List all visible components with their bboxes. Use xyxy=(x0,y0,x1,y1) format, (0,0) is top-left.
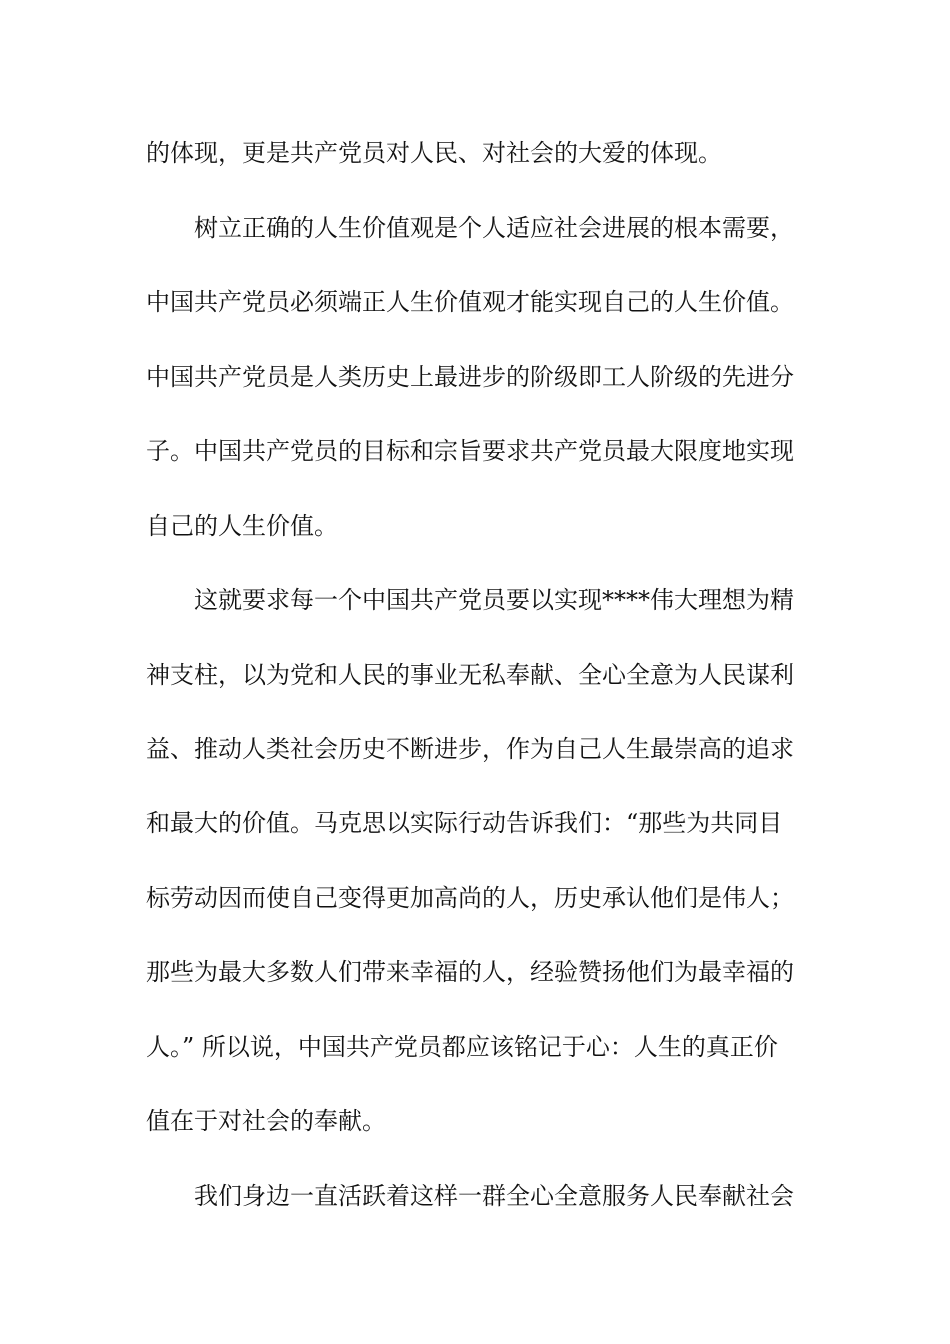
text-line-6: 自己的人生价值。 xyxy=(146,512,338,540)
paragraph-start-line-15: 我们身边一直活跃着这样一群全心全意服务人民奉献社会 xyxy=(194,1182,794,1210)
text-line-14: 值在于对社会的奉献。 xyxy=(146,1107,386,1135)
text-line-4: 中国共产党员是人类历史上最进步的阶级即工人阶级的先进分 xyxy=(146,363,794,391)
text-line-5: 子。中国共产党员的目标和宗旨要求共产党员最大限度地实现 xyxy=(146,437,794,465)
text-line-9: 益、推动人类社会历史不断进步，作为自己人生最崇高的追求 xyxy=(146,735,794,763)
paragraph-start-line-2: 树立正确的人生价值观是个人适应社会进展的根本需要， xyxy=(194,214,794,242)
text-line-8: 神支柱，以为党和人民的事业无私奉献、全心全意为人民谋利 xyxy=(146,661,794,689)
text-line-1: 的体现，更是共产党员对人民、对社会的大爱的体现。 xyxy=(146,139,722,167)
text-line-11: 标劳动因而使自己变得更加高尚的人，历史承认他们是伟人； xyxy=(146,884,794,912)
text-line-3: 中国共产党员必须端正人生价值观才能实现自己的人生价值。 xyxy=(146,288,794,316)
text-line-12: 那些为最大多数人们带来幸福的人，经验赞扬他们为最幸福的 xyxy=(146,958,794,986)
paragraph-start-line-7: 这就要求每一个中国共产党员要以实现****伟大理想为精 xyxy=(194,586,794,614)
text-line-10: 和最大的价值。马克思以实际行动告诉我们：“那些为共同目 xyxy=(146,809,783,837)
text-line-13: 人。” 所以说，中国共产党员都应该铭记于心：人生的真正价 xyxy=(146,1033,778,1061)
